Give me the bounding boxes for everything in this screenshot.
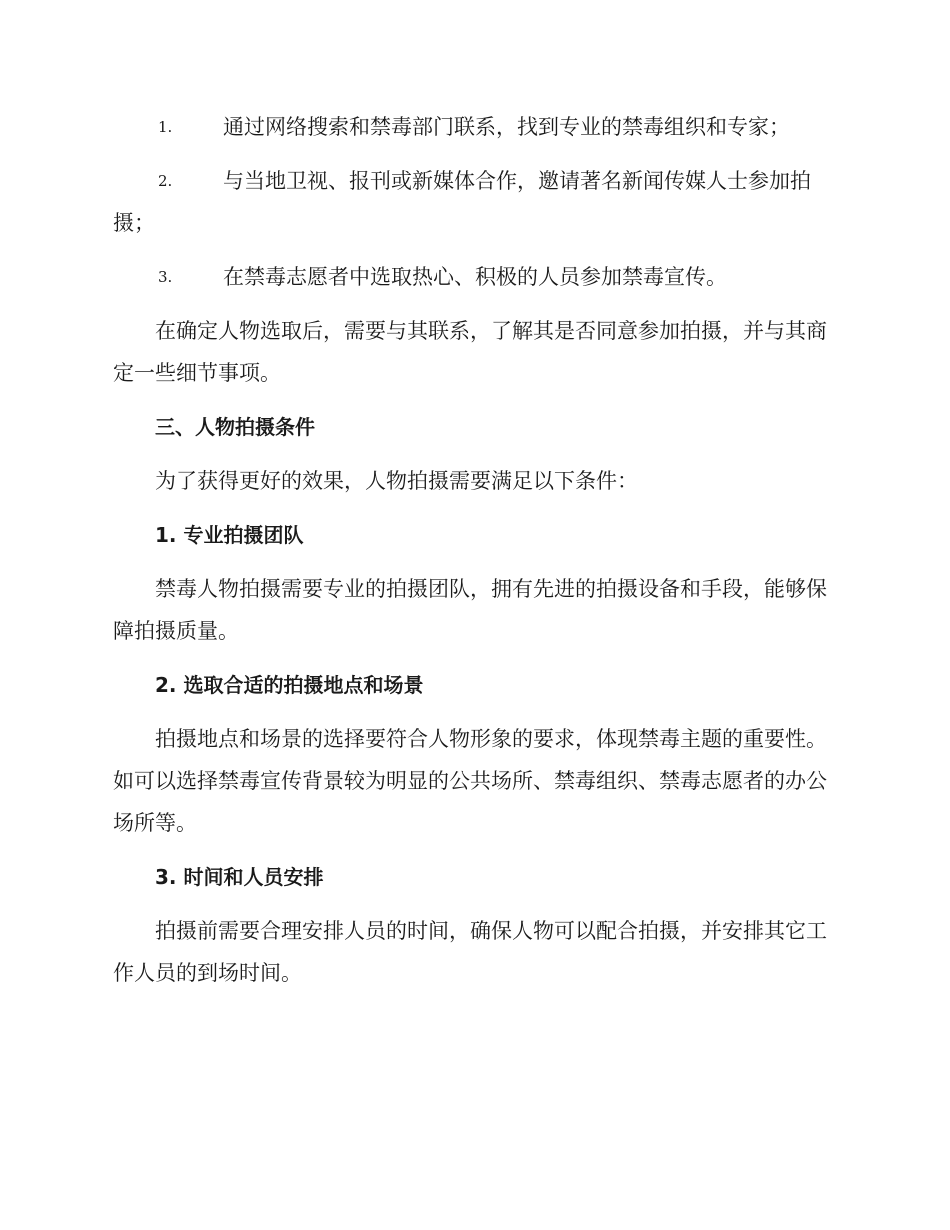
- list-item: [113, 106, 833, 148]
- subsection-heading: 1. 专业拍摄团队: [155, 523, 304, 547]
- section-heading: 三、人物拍摄条件: [155, 415, 315, 439]
- paragraph-location: 拍摄地点和场景的选择要符合人物形象的要求，体现禁毒主题的重要性。如可以选择禁毒宣传背景较为明显的公共场所、禁毒组织、禁毒志愿者的办公场所等。: [113, 727, 827, 835]
- paragraph-intro: 为了获得更好的效果，人物拍摄需要满足以下条件：: [155, 469, 638, 493]
- list-text: 通过网络搜索和禁毒部门联系，找到专业的禁毒组织和专家；: [223, 115, 790, 139]
- paragraph-schedule: 拍摄前需要合理安排人员的时间，确保人物可以配合拍摄，并安排其它工作人员的到场时间。: [113, 919, 827, 985]
- subsection-heading: 2. 选取合适的拍摄地点和场景: [155, 673, 424, 697]
- list-item: [113, 256, 833, 298]
- list-text: 在禁毒志愿者中选取热心、积极的人员参加禁毒宣传。: [223, 265, 727, 289]
- list-text: 与当地卫视、报刊或新媒体合作，邀请著名新闻传媒人士参加拍摄；: [113, 169, 811, 235]
- paragraph-contact: 在确定人物选取后，需要与其联系，了解其是否同意参加拍摄，并与其商定一些细节事项。: [113, 319, 827, 385]
- list-item: [113, 160, 833, 244]
- list-number: 1.: [158, 118, 173, 136]
- paragraph-team: 禁毒人物拍摄需要专业的拍摄团队，拥有先进的拍摄设备和手段，能够保障拍摄质量。: [113, 577, 827, 643]
- subsection-heading: 3. 时间和人员安排: [155, 865, 324, 889]
- list-number: 3.: [158, 268, 173, 286]
- list-number: 2.: [158, 172, 173, 190]
- document-page: [113, 106, 833, 1006]
